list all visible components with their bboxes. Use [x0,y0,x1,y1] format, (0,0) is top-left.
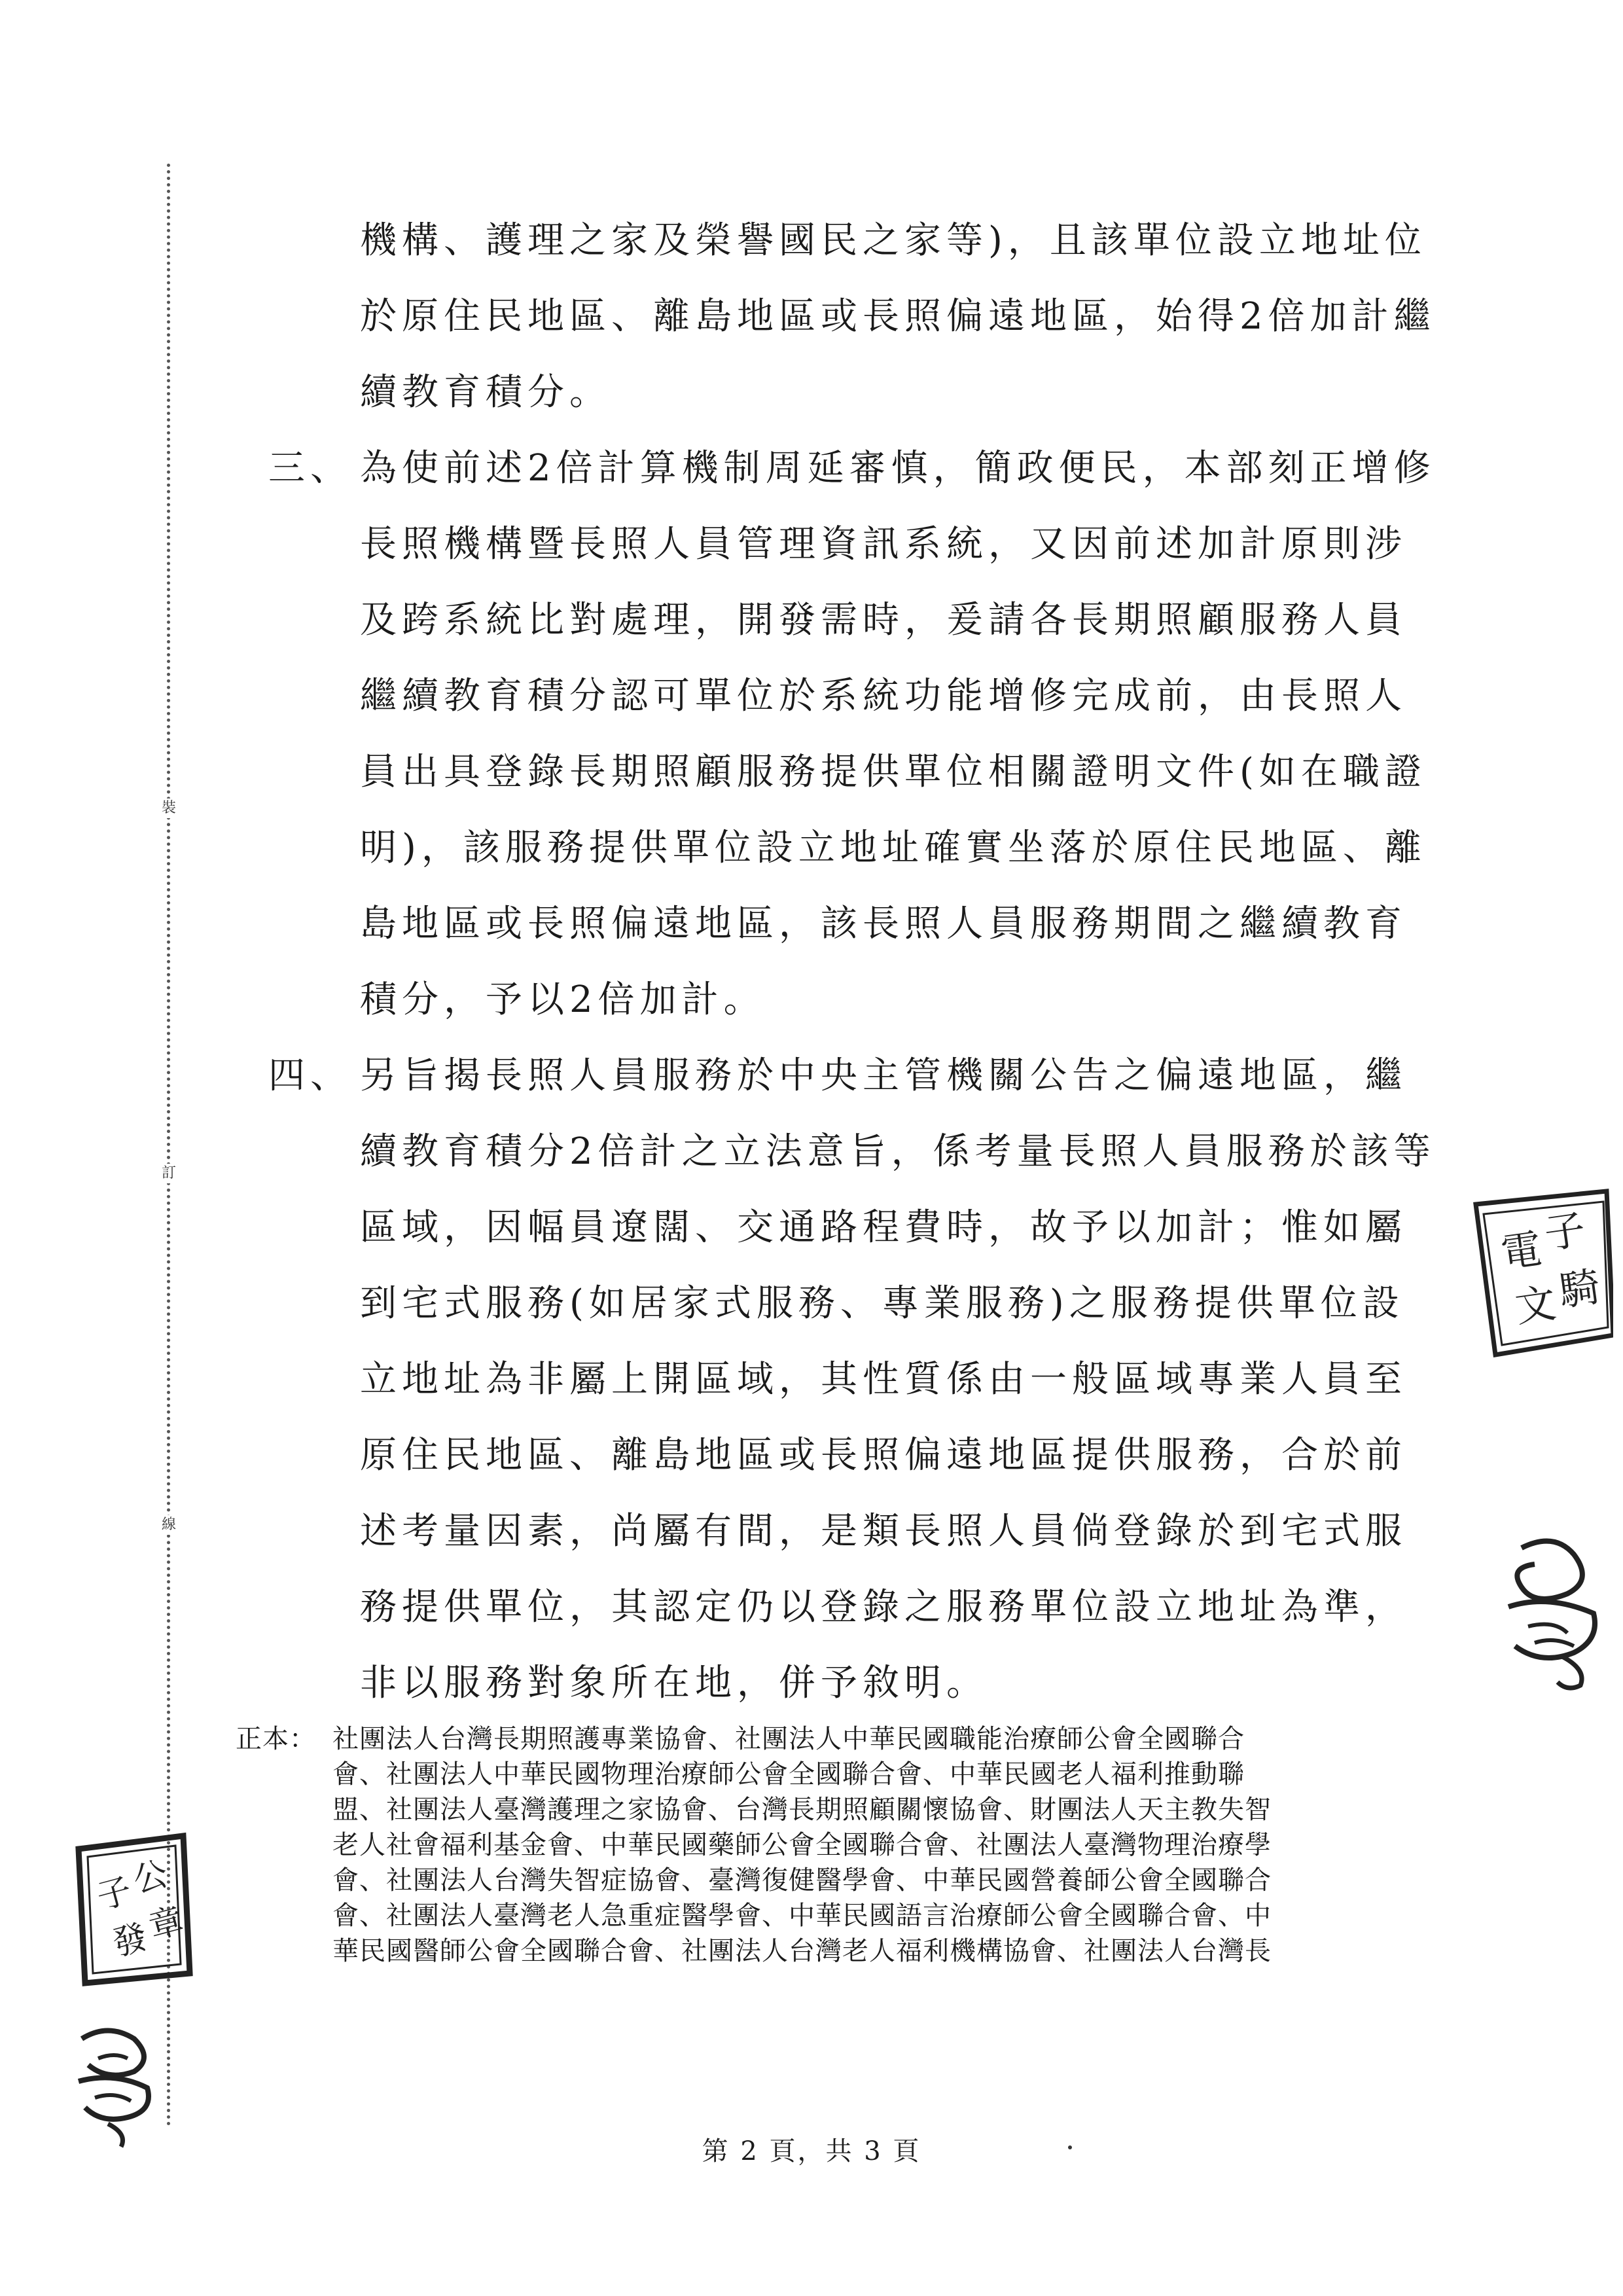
section-number: 三、 [268,447,352,490]
body-line-text: 續教育積分2倍計之立法意旨，係考量長照人員服務於該等 [360,1130,1436,1173]
body-line [268,1190,1446,1266]
document-body [268,203,1446,1721]
svg-text:電: 電 [1497,1224,1545,1278]
electronic-seal-stamp [1456,1178,1613,1374]
body-line-text: 員出具登錄長期照顧服務提供單位相關證明文件(如在職證 [360,751,1427,793]
body-line [268,1266,1446,1342]
body-line [268,962,1446,1038]
body-line-text: 原住民地區、離島地區或長照偏遠地區提供服務，合於前 [360,1434,1407,1477]
svg-text:子: 子 [1541,1205,1588,1259]
body-line [268,658,1446,734]
body-line [268,355,1446,431]
section-number: 四、 [268,1054,352,1097]
body-line [268,583,1446,658]
body-line [268,1418,1446,1494]
signature-stamp-left [69,2019,160,2150]
body-line-text: 為使前述2倍計算機制周延審慎，簡政便民，本部刻正增修 [360,447,1436,490]
svg-text:章: 章 [145,1901,188,1948]
body-line [268,431,1446,507]
cc-first-line [236,1721,1453,1757]
body-line [268,279,1446,355]
body-line [268,1494,1446,1570]
svg-text:公: 公 [129,1854,172,1901]
body-line-text: 務提供單位，其認定仍以登錄之服務單位設立地址為準， [360,1586,1407,1628]
body-line-text: 島地區或長照偏遠地區，該長照人員服務期間之繼續教育 [360,903,1407,945]
cc-line: 會、社團法人中華民國物理治療師公會全國聯合會、中華民國老人福利推動聯 [332,1759,1245,1789]
svg-text:子: 子 [92,1871,136,1918]
cc-line: 社團法人台灣長期照護專業協會、社團法人中華民國職能治療師公會全國聯合 [332,1724,1245,1754]
binding-mark-xian: 線 [159,1515,179,1535]
binding-mark-zhuang: 裝 [159,798,179,818]
body-line-text: 及跨系統比對處理，開發需時，爰請各長期照顧服務人員 [360,599,1407,641]
svg-text:發: 發 [109,1917,152,1964]
body-line-text: 於原住民地區、離島地區或長照偏遠地區，始得2倍加計繼 [360,295,1436,338]
body-line [268,1645,1446,1721]
cc-line: 會、社團法人臺灣老人急重症醫學會、中華民國語言治療師公會全國聯合會、中 [332,1901,1272,1931]
svg-text:騎: 騎 [1556,1262,1603,1316]
body-line-text: 另旨揭長照人員服務於中央主管機關公告之偏遠地區，繼 [360,1054,1407,1097]
signature-stamp-right [1495,1528,1607,1692]
official-seal-stamp-left [65,1829,196,1986]
page-number: 第 2 頁，共 3 頁 [702,2136,921,2166]
svg-text:文: 文 [1512,1278,1560,1332]
cc-line: 老人社會福利基金會、中華民國藥師公會全國聯合會、社團法人臺灣物理治療學 [332,1830,1272,1860]
cc-line: 盟、社團法人臺灣護理之家協會、台灣長期照顧關懷協會、財團法人天主教失智 [332,1795,1272,1825]
body-line-text: 積分，予以2倍加計。 [360,978,766,1021]
cc-label: 正本： [236,1724,316,1754]
body-line [268,1570,1446,1645]
body-line-text: 機構、護理之家及榮譽國民之家等)，且該單位設立地址位 [360,219,1427,262]
body-line [268,203,1446,279]
body-line [268,1114,1446,1190]
body-line-text: 續教育積分。 [360,371,611,414]
cc-recipients [236,1721,1453,1969]
body-line-text: 立地址為非屬上開區域，其性質係由一般區域專業人員至 [360,1358,1407,1401]
body-line-text: 明)，該服務提供單位設立地址確實坐落於原住民地區、離 [360,827,1427,869]
body-line-text: 繼續教育積分認可單位於系統功能增修完成前，由長照人 [360,675,1407,717]
stray-dot [1068,2145,1072,2149]
body-line-text: 長照機構暨長照人員管理資訊系統，又因前述加計原則涉 [360,523,1407,565]
cc-line: 華民國醫師公會全國聯合會、社團法人台灣老人福利機構協會、社團法人台灣長 [332,1936,1272,1966]
body-line-text: 到宅式服務(如居家式服務、專業服務)之服務提供單位設 [360,1282,1404,1325]
body-line-text: 區域，因幅員遼闊、交通路程費時，故予以加計；惟如屬 [360,1206,1407,1249]
body-line [268,734,1446,810]
body-line [268,1038,1446,1114]
binding-mark-ding: 訂 [159,1164,179,1183]
cc-line: 會、社團法人台灣失智症協會、臺灣復健醫學會、中華民國營養師公會全國聯合 [332,1865,1272,1895]
body-line [268,507,1446,583]
body-line [268,886,1446,962]
body-line-text: 非以服務對象所在地，併予敘明。 [360,1662,988,1704]
body-line [268,810,1446,886]
body-line [268,1342,1446,1418]
body-line-text: 述考量因素，尚屬有間，是類長照人員倘登錄於到宅式服 [360,1510,1407,1552]
